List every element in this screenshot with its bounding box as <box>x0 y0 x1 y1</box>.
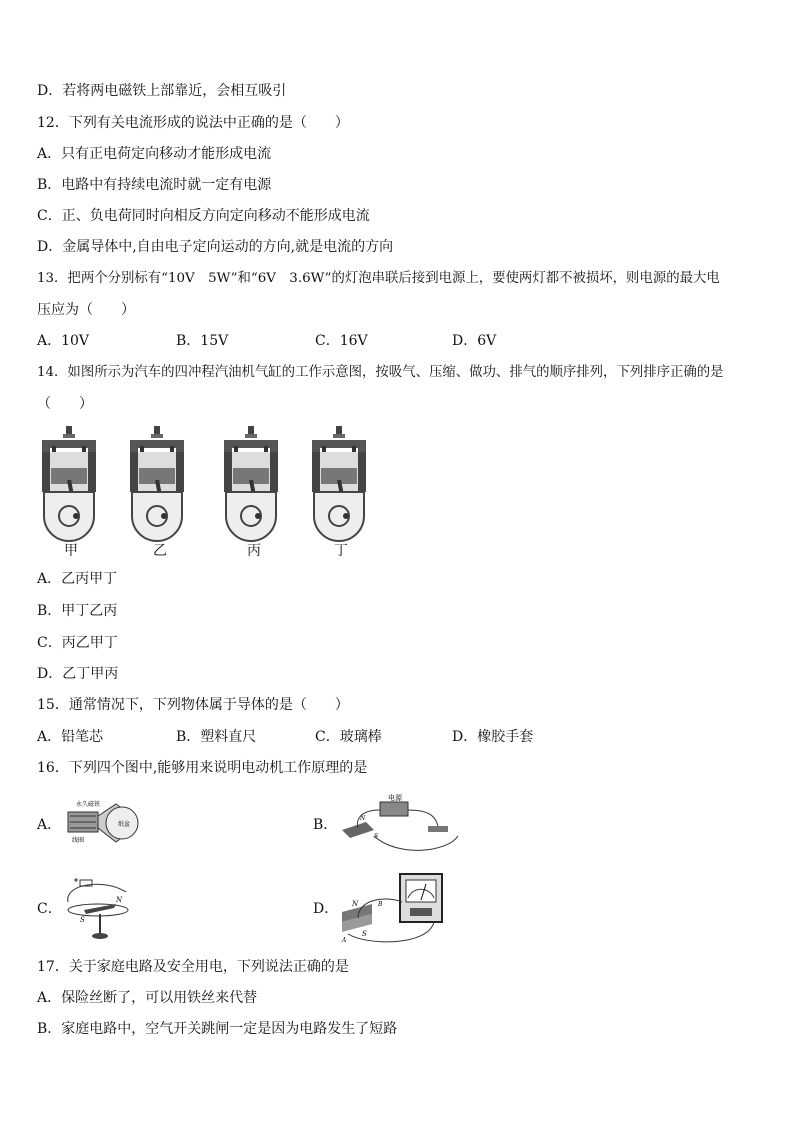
q15-option-c: C．玻璃棒 <box>315 729 382 745</box>
q15-stem: 15．通常情况下，下列物体属于导体的是（ ） <box>37 697 349 713</box>
q17-stem: 17．关于家庭电路及安全用电，下列说法正确的是 <box>37 959 349 975</box>
engine-label-jia: 甲 <box>64 543 78 559</box>
q16-stem: 16．下列四个图中,能够用来说明电动机工作原理的是 <box>37 760 368 776</box>
q14-option-c: C．丙乙甲丁 <box>37 635 118 651</box>
engine-label-ding: 丁 <box>334 543 348 559</box>
compass-wire-figure <box>64 874 144 944</box>
q12-option-b: B．电路中有持续电流时就一定有电源 <box>37 177 272 193</box>
q16-option-c: C． <box>37 901 62 917</box>
terminal-b-label: B <box>378 901 383 908</box>
q16-option-b: B． <box>313 817 338 833</box>
q13-option-b: B．15V <box>176 333 229 349</box>
q14-stem-line2: （ ） <box>37 396 93 412</box>
needle-n-label: N <box>116 896 123 904</box>
q13-option-a: A．10V <box>37 333 90 349</box>
q17-option-a: A．保险丝断了，可以用铁丝来代替 <box>37 990 258 1006</box>
engine-label-yi: 乙 <box>153 543 167 559</box>
magnet-n-label-d: N <box>352 900 359 908</box>
motor-circuit-figure <box>338 792 464 852</box>
speaker-cone-label: 纸盆 <box>118 821 131 828</box>
q16-option-a: A． <box>37 817 62 833</box>
power-source-label: 电源 <box>388 794 402 802</box>
speaker-figure <box>66 796 146 848</box>
magnet-s-label-d: S <box>362 930 367 938</box>
q11-option-d: D．若将两电磁铁上部靠近，会相互吸引 <box>37 83 287 99</box>
q12-option-a: A．只有正电荷定向移动才能形成电流 <box>37 146 272 162</box>
generator-galvanometer-figure <box>338 872 448 948</box>
q17-option-b: B．家庭电路中，空气开关跳闸一定是因为电路发生了短路 <box>37 1021 398 1037</box>
q12-stem: 12．下列有关电流形成的说法中正确的是（ ） <box>37 115 349 131</box>
q15-options <box>37 728 757 746</box>
q13-options <box>37 332 757 350</box>
q14-stem-line1: 14．如图所示为汽车的四冲程汽油机气缸的工作示意图，按吸气、压缩、做功、排气的顺序排列，下列排序正确的是 <box>37 365 724 380</box>
speaker-magnet-label: 永久磁铁 <box>76 801 101 808</box>
speaker-coil-label: 线圈 <box>72 837 85 844</box>
q13-stem-line2: 压应为（ ） <box>37 302 135 318</box>
q15-option-a: A．铅笔芯 <box>37 729 104 745</box>
q13-stem-line1: 13．把两个分别标有“10V 5W”和“6V 3.6W”的灯泡串联后接到电源上，要使两灯都不被损坏，则电源的最大电 <box>37 271 720 286</box>
magnet-s-label: S <box>374 833 379 840</box>
q15-option-d: D．橡胶手套 <box>452 729 534 745</box>
q13-option-d: D．6V <box>452 333 497 349</box>
q14-option-b: B．甲丁乙丙 <box>37 603 118 619</box>
q12-option-c: C．正、负电荷同时向相反方向定向移动不能形成电流 <box>37 208 370 224</box>
q13-option-c: C．16V <box>315 333 368 349</box>
q12-option-d: D．金属导体中,自由电子定向运动的方向,就是电流的方向 <box>37 239 394 255</box>
terminal-a-label: A <box>342 937 347 944</box>
q14-option-a: A．乙丙甲丁 <box>37 571 118 587</box>
magnet-n-label: N <box>360 815 366 822</box>
engine-label-bing: 丙 <box>247 543 261 559</box>
q15-option-b: B．塑料直尺 <box>176 729 257 745</box>
q16-option-d: D． <box>313 901 339 917</box>
engine-strokes-figure <box>36 424 396 544</box>
q14-option-d: D．乙丁甲丙 <box>37 666 119 682</box>
needle-s-label: S <box>80 916 85 924</box>
